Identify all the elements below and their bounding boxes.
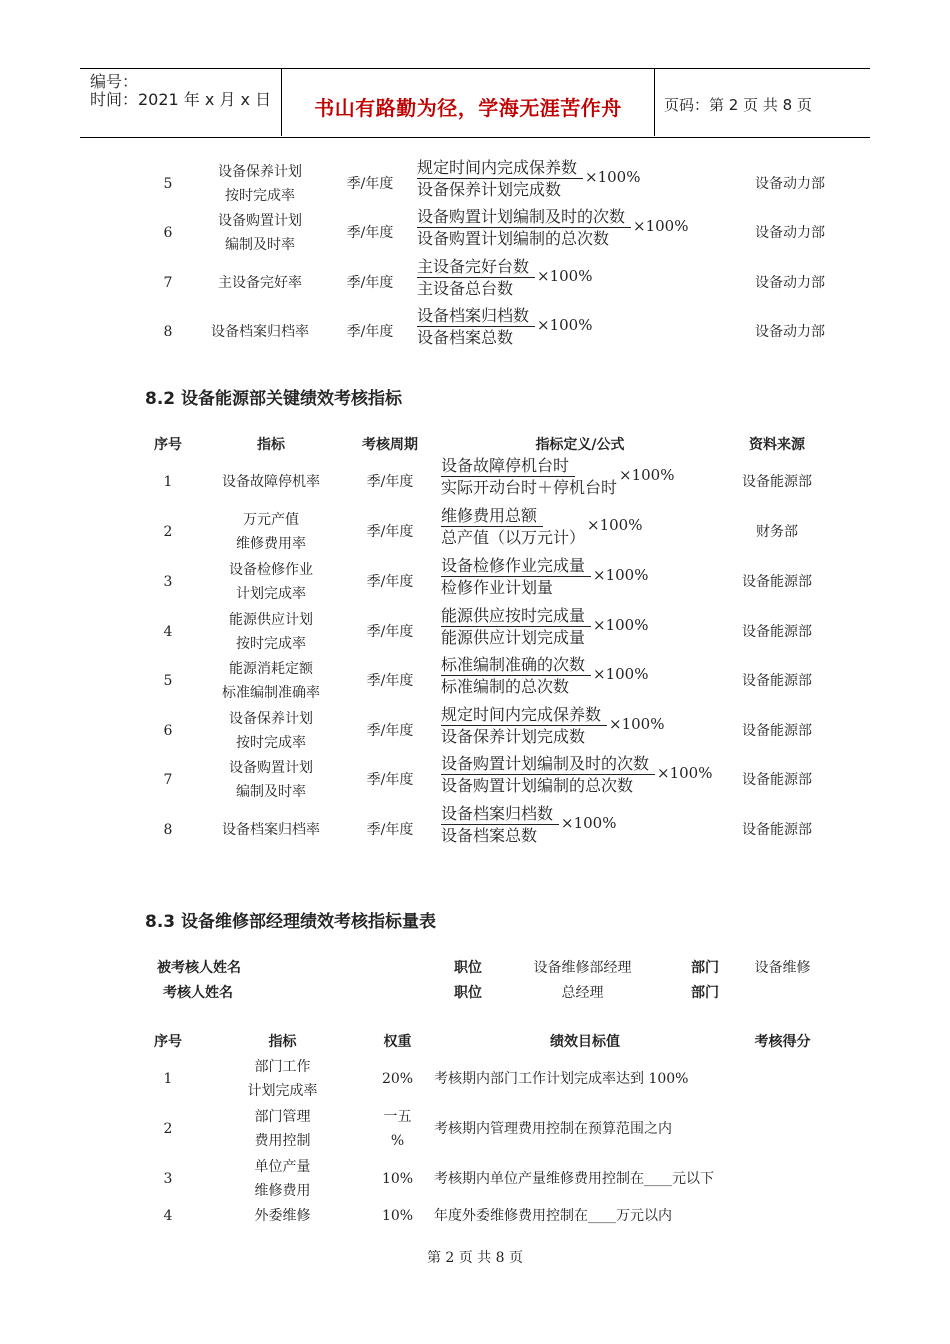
multiplier: ×100% <box>593 565 649 584</box>
period: 季/年度 <box>366 772 414 788</box>
row-number: 6 <box>163 723 173 739</box>
formula <box>417 305 592 348</box>
header-page-number: 页码：第 2 页 共 8 页 <box>664 96 812 114</box>
denominator: 检修作业计划量 <box>441 578 554 597</box>
indicator-name: 设备故障停机率 <box>222 474 320 490</box>
column-header-target: 绩效目标值 <box>550 1034 620 1050</box>
weight: 一五 <box>383 1109 412 1125</box>
multiplier: ×100% <box>633 216 689 235</box>
multiplier: ×100% <box>609 714 665 733</box>
numerator: 标准编制准确的次数 <box>441 654 591 676</box>
data-source: 设备能源部 <box>742 474 812 490</box>
indicator-name: 设备检修作业 <box>229 562 313 578</box>
formula <box>441 505 642 548</box>
weight: % <box>390 1133 405 1149</box>
target-value: 考核期内部门工作计划完成率达到 100% <box>434 1071 689 1087</box>
row-number: 1 <box>163 474 173 490</box>
data-source: 设备动力部 <box>755 225 825 241</box>
department-label: 部门 <box>691 960 719 976</box>
multiplier: ×100% <box>593 664 649 683</box>
multiplier: ×100% <box>585 167 641 186</box>
denominator: 设备档案总数 <box>417 328 514 347</box>
indicator-name: 万元产值 <box>243 512 299 528</box>
denominator: 设备购置计划编制的总次数 <box>441 776 634 795</box>
indicator-name: 设备档案归档率 <box>211 324 309 340</box>
numerator: 设备档案归档数 <box>417 305 535 327</box>
row-number: 7 <box>163 275 173 291</box>
formula <box>441 455 674 498</box>
formula <box>417 206 688 249</box>
column-header-number: 序号 <box>154 437 182 453</box>
row-number: 3 <box>163 1171 173 1187</box>
indicator-name: 按时完成率 <box>236 636 306 652</box>
period: 季/年度 <box>366 822 414 838</box>
data-source: 设备动力部 <box>755 275 825 291</box>
indicator-name: 设备档案归档率 <box>222 822 320 838</box>
indicator-name: 能源供应计划 <box>229 612 313 628</box>
period: 季/年度 <box>366 574 414 590</box>
denominator: 总产值（以万元计） <box>441 528 586 547</box>
position-label: 职位 <box>454 960 482 976</box>
indicator-name: 部门管理 <box>254 1109 311 1125</box>
formula <box>441 803 616 846</box>
multiplier: ×100% <box>593 615 649 634</box>
period: 季/年度 <box>366 524 414 540</box>
indicator-name: 外委维修 <box>254 1208 311 1224</box>
data-source: 设备能源部 <box>742 624 812 640</box>
indicator-name: 部门工作 <box>254 1059 311 1075</box>
multiplier: ×100% <box>537 315 593 334</box>
column-header-indicator: 指标 <box>268 1034 297 1050</box>
indicator-name: 费用控制 <box>254 1133 311 1149</box>
column-header-weight: 权重 <box>383 1034 412 1050</box>
department-value: 设备维修 <box>754 960 811 976</box>
period: 季/年度 <box>366 673 414 689</box>
formula <box>441 555 648 598</box>
period: 季/年度 <box>346 225 394 241</box>
indicator-name: 设备保养计划 <box>229 711 313 727</box>
weight: 10% <box>381 1208 414 1224</box>
row-number: 2 <box>163 524 173 540</box>
row-number: 8 <box>163 822 173 838</box>
row-number: 2 <box>163 1121 173 1137</box>
data-source: 设备能源部 <box>742 574 812 590</box>
section-title: 8.3 设备维修部经理绩效考核指标量表 <box>145 912 437 932</box>
denominator: 能源供应计划完成量 <box>441 628 586 647</box>
row-number: 7 <box>163 772 173 788</box>
row-number: 3 <box>163 574 173 590</box>
row-number: 4 <box>163 1208 173 1224</box>
data-source: 设备能源部 <box>742 673 812 689</box>
target-value: 年度外委维修费用控制在____万元以内 <box>434 1208 672 1224</box>
period: 季/年度 <box>346 176 394 192</box>
row-number: 1 <box>163 1071 173 1087</box>
numerator: 规定时间内完成保养数 <box>417 157 583 179</box>
indicator-name: 单位产量 <box>254 1159 311 1175</box>
position-label: 职位 <box>454 985 482 1001</box>
indicator-name: 设备购置计划 <box>218 213 302 229</box>
formula <box>441 654 648 697</box>
multiplier: ×100% <box>657 763 713 782</box>
target-value: 考核期内单位产量维修费用控制在____元以下 <box>434 1171 714 1187</box>
header-time: 时间：2021 年 x 月 x 日 <box>90 90 272 109</box>
indicator-name: 按时完成率 <box>236 735 306 751</box>
multiplier: ×100% <box>619 465 675 484</box>
period: 季/年度 <box>346 275 394 291</box>
period: 季/年度 <box>366 624 414 640</box>
position-value: 设备维修部经理 <box>533 960 632 976</box>
indicator-name: 主设备完好率 <box>218 275 302 291</box>
numerator: 维修费用总额 <box>441 505 543 527</box>
denominator: 设备购置计划编制的总次数 <box>417 229 610 248</box>
period: 季/年度 <box>366 474 414 490</box>
column-header-number: 序号 <box>154 1034 182 1050</box>
indicator-name: 能源消耗定额 <box>229 661 313 677</box>
header-number: 编号： <box>90 72 139 91</box>
formula <box>441 704 664 747</box>
multiplier: ×100% <box>561 813 617 832</box>
formula <box>441 605 648 648</box>
formula <box>417 157 640 200</box>
indicator-name: 设备购置计划 <box>229 760 313 776</box>
numerator: 规定时间内完成保养数 <box>441 704 607 726</box>
indicator-name: 按时完成率 <box>225 188 295 204</box>
numerator: 设备档案归档数 <box>441 803 559 825</box>
row-number: 4 <box>163 624 173 640</box>
target-value: 考核期内管理费用控制在预算范围之内 <box>434 1121 672 1137</box>
indicator-name: 维修费用 <box>254 1183 311 1199</box>
indicator-name: 计划完成率 <box>247 1083 318 1099</box>
data-source: 设备能源部 <box>742 772 812 788</box>
numerator: 设备购置计划编制及时的次数 <box>417 206 631 228</box>
period: 季/年度 <box>366 723 414 739</box>
data-source: 设备能源部 <box>742 723 812 739</box>
numerator: 能源供应按时完成量 <box>441 605 591 627</box>
header-divider <box>654 68 655 136</box>
denominator: 主设备总台数 <box>417 279 514 298</box>
weight: 10% <box>381 1171 414 1187</box>
data-source: 设备动力部 <box>755 176 825 192</box>
denominator: 实际开动台时＋停机台时 <box>441 478 618 497</box>
column-header-score: 考核得分 <box>754 1034 811 1050</box>
denominator: 设备保养计划完成数 <box>417 180 562 199</box>
formula <box>441 753 712 796</box>
numerator: 设备检修作业完成量 <box>441 555 591 577</box>
data-source: 设备动力部 <box>755 324 825 340</box>
multiplier: ×100% <box>537 266 593 285</box>
denominator: 设备档案总数 <box>441 826 538 845</box>
assessee-label: 被考核人姓名 <box>157 960 241 976</box>
indicator-name: 标准编制准确率 <box>222 685 320 701</box>
row-number: 5 <box>163 176 173 192</box>
indicator-name: 设备保养计划 <box>218 164 302 180</box>
multiplier: ×100% <box>587 515 643 534</box>
period: 季/年度 <box>346 324 394 340</box>
denominator: 设备保养计划完成数 <box>441 727 586 746</box>
numerator: 设备故障停机台时 <box>441 455 575 477</box>
numerator: 设备购置计划编制及时的次数 <box>441 753 655 775</box>
column-header-source: 资料来源 <box>749 437 805 453</box>
position-value: 总经理 <box>561 985 604 1001</box>
denominator: 标准编制的总次数 <box>441 677 570 696</box>
assessor-label: 考核人姓名 <box>163 985 233 1001</box>
department-label: 部门 <box>691 985 719 1001</box>
indicator-name: 维修费用率 <box>236 536 306 552</box>
numerator: 主设备完好台数 <box>417 256 535 278</box>
row-number: 5 <box>163 673 173 689</box>
section-title: 8.2 设备能源部关键绩效考核指标 <box>145 389 403 409</box>
column-header-period: 考核周期 <box>362 437 418 453</box>
column-header-definition: 指标定义/公式 <box>535 437 625 453</box>
row-number: 8 <box>163 324 173 340</box>
column-header-indicator: 指标 <box>257 437 285 453</box>
indicator-name: 计划完成率 <box>236 586 306 602</box>
row-number: 6 <box>163 225 173 241</box>
data-source: 财务部 <box>756 524 798 540</box>
indicator-name: 编制及时率 <box>225 237 295 253</box>
page-footer: 第 2 页 共 8 页 <box>426 1250 524 1266</box>
data-source: 设备能源部 <box>742 822 812 838</box>
weight: 20% <box>381 1071 414 1087</box>
formula <box>417 256 592 299</box>
indicator-name: 编制及时率 <box>236 784 306 800</box>
header-motto: 书山有路勤为径，学海无涯苦作舟 <box>314 96 622 120</box>
